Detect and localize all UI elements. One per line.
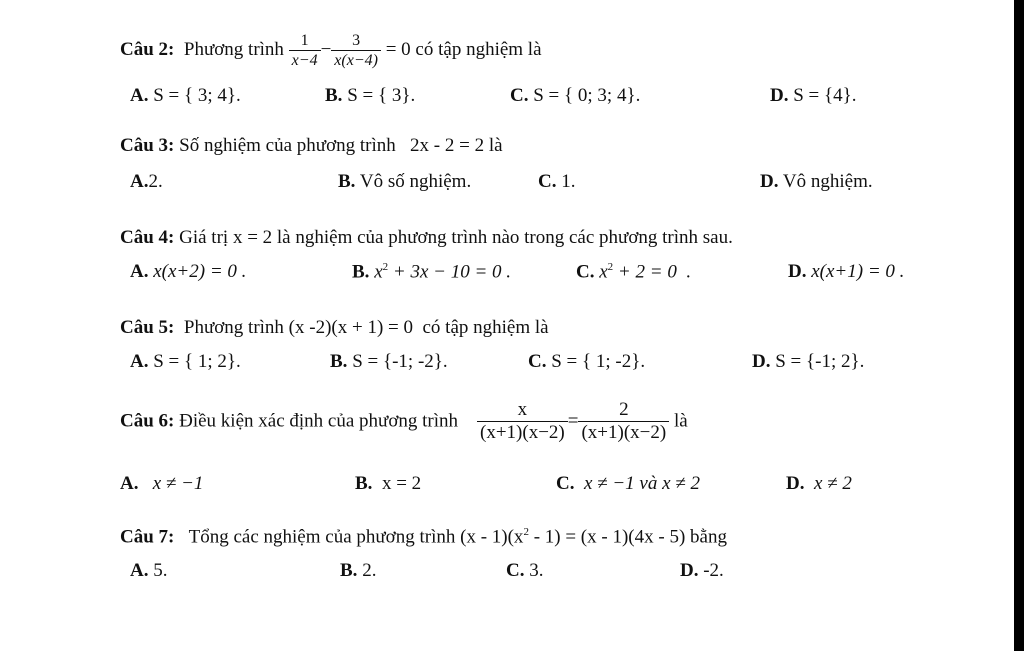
exponent: 2 (607, 261, 614, 273)
option-text: x(x+2) = 0 . (153, 261, 247, 282)
question-text: Phương trình (183, 38, 284, 60)
option-a (130, 172, 163, 191)
question-text: Số nghiệm của phương trình 2x - 2 = 2 là (179, 135, 503, 156)
option-text: S = { 3}. (347, 85, 416, 106)
fraction (331, 32, 381, 69)
question-label: Câu 4: (120, 227, 175, 248)
option-d (752, 352, 864, 371)
option-letter: B. (330, 351, 348, 372)
option-text: 2. (362, 560, 377, 581)
option-text: S = { 0; 3; 4}. (533, 85, 641, 106)
option-text-pre: x (599, 261, 608, 283)
fraction-denominator: (x+1)(x−2) (477, 421, 568, 444)
question-text-post: là (673, 410, 688, 432)
option-a (120, 474, 203, 493)
option-letter: D. (788, 261, 807, 282)
option-c (510, 86, 640, 105)
option-letter: B. (355, 473, 373, 494)
option-d (770, 86, 857, 105)
question-text-post: - 1) = (x - 1)(4x - 5) bằng (528, 526, 727, 548)
option-letter: C. (538, 171, 557, 192)
question-label: Câu 5: (120, 317, 175, 338)
option-text: x ≠ −1 và x ≠ 2 (583, 473, 700, 494)
option-b (338, 172, 471, 191)
option-c (538, 172, 575, 191)
option-text: x(x+1) = 0 . (811, 261, 905, 282)
question-text: Tổng các nghiệm của phương trình (x - 1)(x (188, 526, 524, 548)
option-text: S = {-1; -2}. (352, 351, 448, 372)
option-text: 3. (529, 560, 544, 581)
equals-zero: = 0 (385, 38, 411, 60)
fraction-denominator: (x+1)(x−2) (578, 421, 669, 444)
question-label: Câu 6: (120, 410, 175, 432)
fraction-denominator: x(x−4) (331, 50, 381, 70)
question-4 (120, 228, 733, 247)
fraction-numerator: 1 (300, 32, 309, 49)
option-b (352, 262, 511, 281)
equals-sign: = (567, 410, 579, 432)
option-text: x ≠ 2 (813, 473, 852, 494)
option-text: Vô số nghiệm. (359, 171, 472, 192)
option-letter: D. (760, 171, 779, 192)
fraction (289, 32, 321, 69)
option-d (786, 474, 852, 493)
exponent: 2 (523, 526, 529, 538)
option-letter: B. (352, 261, 370, 283)
option-d (788, 262, 904, 281)
question-2 (120, 32, 542, 69)
option-text-pre: x (374, 261, 383, 283)
option-b (340, 561, 376, 580)
option-a (130, 262, 246, 281)
option-c (556, 474, 700, 493)
option-b (355, 474, 421, 493)
question-3 (120, 136, 503, 155)
fraction (578, 400, 669, 444)
option-d (680, 561, 724, 580)
option-d (760, 172, 873, 191)
option-text: S = { 1; 2}. (153, 351, 241, 372)
option-letter: A. (130, 171, 149, 192)
option-text: S = { 1; -2}. (551, 351, 646, 372)
question-label: Câu 2: (120, 38, 175, 60)
option-letter: A. (130, 560, 149, 581)
option-letter: C. (510, 85, 529, 106)
option-b (330, 352, 448, 371)
option-letter: D. (752, 351, 771, 372)
option-letter: D. (680, 560, 699, 581)
option-letter: C. (528, 351, 547, 372)
option-text: x = 2 (381, 473, 422, 494)
option-text: + 3x − 10 = 0 . (388, 261, 512, 283)
question-5 (120, 318, 549, 337)
fraction (477, 400, 568, 444)
option-text: S = {4}. (793, 85, 857, 106)
option-letter: C. (506, 560, 525, 581)
option-letter: B. (340, 560, 358, 581)
option-c (506, 561, 543, 580)
option-letter: B. (325, 85, 343, 106)
option-text: S = {-1; 2}. (775, 351, 865, 372)
option-letter: B. (338, 171, 356, 192)
option-letter: A. (130, 351, 149, 372)
option-text: -2. (703, 560, 724, 581)
option-b (325, 86, 415, 105)
fraction-numerator: 2 (619, 399, 629, 420)
question-text: Điều kiện xác định của phương trình (179, 410, 459, 432)
option-letter: D. (786, 473, 805, 494)
question-text: Phương trình (x -2)(x + 1) = 0 có tập nghiệm là (183, 317, 549, 338)
option-letter: C. (576, 261, 595, 283)
fraction-numerator: 3 (352, 32, 361, 49)
option-letter: D. (770, 85, 789, 106)
option-text: 1. (561, 171, 576, 192)
option-a (130, 86, 241, 105)
right-edge-border (1014, 0, 1024, 651)
fraction-numerator: x (517, 399, 528, 420)
fraction-denominator: x−4 (289, 50, 321, 70)
option-letter: A. (130, 85, 149, 106)
option-text: 2. (148, 171, 163, 192)
option-text: 5. (153, 560, 168, 581)
option-letter: A. (120, 473, 139, 494)
option-text: Vô nghiệm. (782, 171, 873, 192)
option-c (576, 262, 691, 281)
option-c (528, 352, 645, 371)
minus-sign: − (320, 38, 332, 60)
question-7 (120, 527, 727, 546)
question-6 (120, 400, 688, 444)
exponent: 2 (382, 261, 389, 273)
question-text-post: có tập nghiệm là (415, 38, 542, 60)
option-text: S = { 3; 4}. (153, 85, 241, 106)
option-text: x ≠ −1 (152, 473, 204, 494)
option-a (130, 352, 241, 371)
option-a (130, 561, 167, 580)
question-label: Câu 3: (120, 135, 175, 156)
question-label: Câu 7: (120, 526, 175, 548)
option-letter: C. (556, 473, 575, 494)
option-letter: A. (130, 261, 149, 282)
question-text: Giá trị x = 2 là nghiệm của phương trình nào trong các phương trình sau. (179, 227, 733, 248)
option-text: + 2 = 0 . (613, 261, 692, 283)
